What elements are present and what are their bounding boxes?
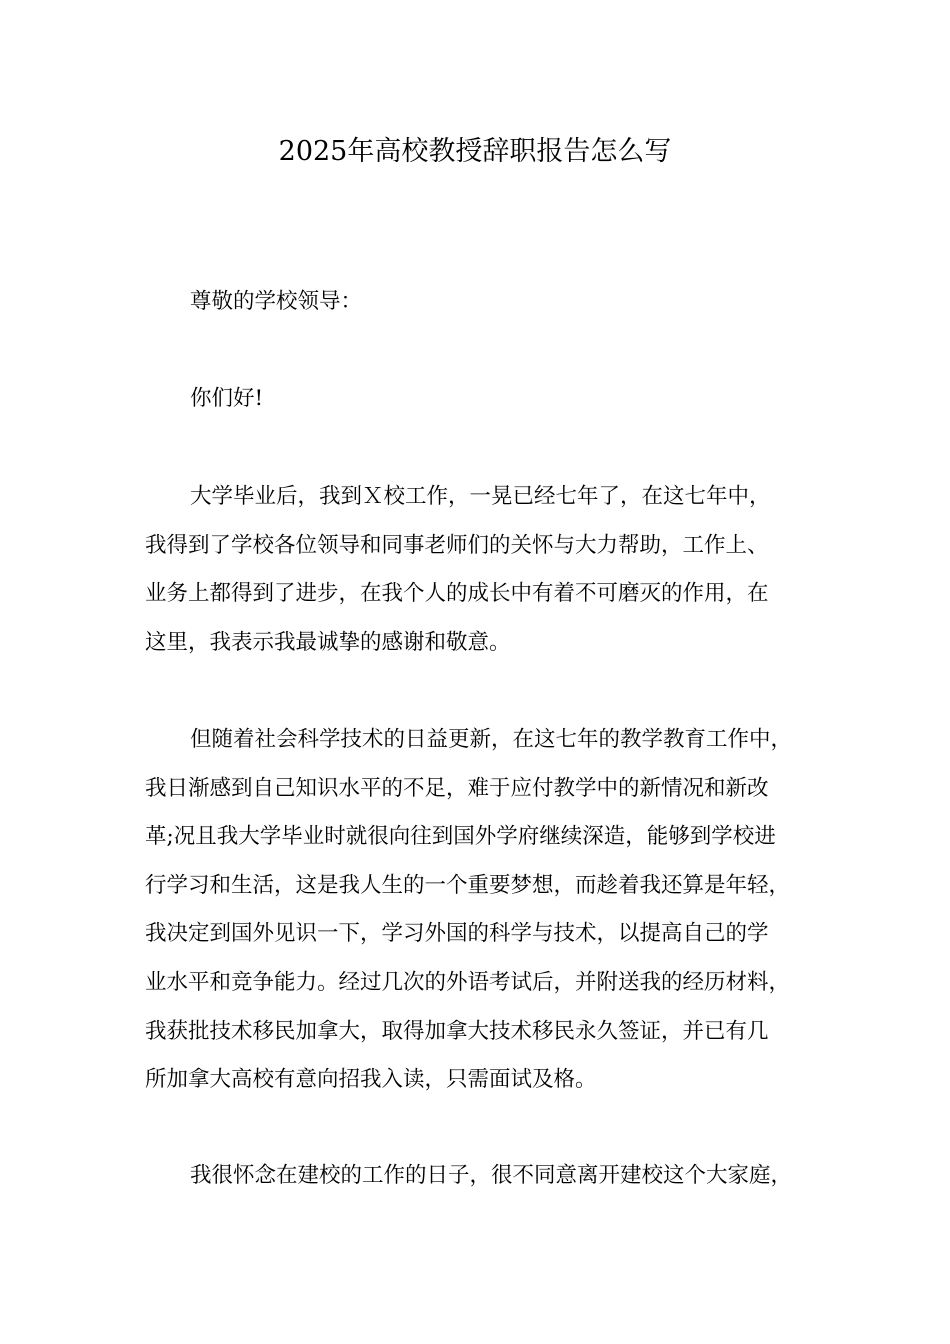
paragraph-2 — [145, 716, 835, 1105]
paragraph-1 — [145, 473, 835, 667]
salutation-text: 尊敬的学校领导： — [190, 289, 363, 314]
document-title: 2025年高校教授辞职报告怎么写 — [278, 136, 672, 167]
paragraph-line: 革;况且我大学毕业时就很向往到国外学府继续深造，能够到学校进 — [145, 824, 776, 850]
paragraph-line: 我日渐感到自己知识水平的不足，难于应付教学中的新情况和新改 — [145, 775, 769, 801]
salutation — [145, 278, 835, 327]
greeting — [145, 375, 835, 424]
paragraph-line: 我得到了学校各位领导和同事老师们的关怀与大力帮助，工作上、 — [145, 532, 769, 558]
paragraph-line: 我很怀念在建校的工作的日子，很不同意离开建校这个大家庭， — [190, 1163, 793, 1188]
paragraph-line: 这里，我表示我最诚挚的感谢和敬意。 — [145, 629, 511, 655]
paragraph-line: 所加拿大高校有意向招我入读，只需面试及格。 — [145, 1067, 597, 1093]
paragraph-3 — [145, 1152, 835, 1201]
paragraph-line: 大学毕业后，我到Ｘ校工作，一晃已经七年了，在这七年中， — [190, 484, 771, 509]
paragraph-line: 我决定到国外见识一下，学习外国的科学与技术，以提高自己的学 — [145, 921, 769, 947]
greeting-text: 你们好! — [190, 386, 264, 411]
paragraph-line: 业水平和竞争能力。经过几次的外语考试后，并附送我的经历材料， — [145, 969, 791, 995]
paragraph-line: 行学习和生活，这是我人生的一个重要梦想，而趁着我还算是年轻， — [145, 872, 791, 898]
paragraph-line: 业务上都得到了进步，在我个人的成长中有着不可磨灭的作用，在 — [145, 581, 769, 607]
paragraph-line: 我获批技术移民加拿大，取得加拿大技术移民永久签证，并已有几 — [145, 1018, 769, 1044]
paragraph-line: 但随着社会科学技术的日益更新，在这七年的教学教育工作中， — [190, 727, 793, 752]
